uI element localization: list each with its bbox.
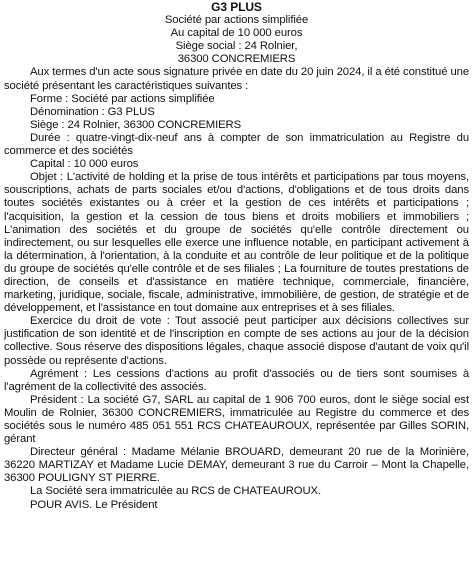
- signature-line: POUR AVIS. Le Président: [30, 498, 158, 511]
- registration-line: La Société sera immatriculée au RCS de CHATEAUROUX.: [30, 485, 322, 498]
- city-line: 36300 CONCREMIERS: [177, 53, 296, 66]
- denomination-line: Dénomination : G3 PLUS: [30, 105, 155, 118]
- company-name: G3 PLUS: [211, 0, 262, 14]
- capital-amount-line: Capital : 10 000 euros: [30, 158, 139, 171]
- legal-form-line: Société par actions simplifiée: [164, 14, 309, 27]
- seat-line: Siège : 24 Rolnier, 36300 CONCREMIERS: [30, 118, 242, 131]
- duration-paragraph: Durée : quatre-vingt-dix-neuf ans à compter de son immatriculation au Registre du commerce et des sociétés: [4, 131, 469, 158]
- voting-rights-paragraph: Exercice du droit de vote : Tout associé peut participer aux décisions collectives sur justification de son identité et de l'inscription en compte de ses actions au jour de la décision collective. Sous réserve des dispositions légales, chaque associé dispose d'autant de voix qu'il possède ou représente d'actions.: [4, 315, 469, 367]
- capital-line: Au capital de 10 000 euros: [170, 27, 303, 40]
- intro-paragraph: Aux termes d'un acte sous signature privée en date du 20 juin 2024, il a été constitué une société présentant les caractéristiques suivantes :: [4, 66, 469, 92]
- general-director-paragraph: Directeur général : Madame Mélanie BROUARD, demeurant 20 rue de la Morinière, 36220 MARTIZAY et Madame Lucie DEMAY, demeurant 3 rue du Carroir – Mont la Chapelle, 36300 POULIGNY ST PIERRE.: [4, 446, 469, 485]
- object-paragraph: Objet : L'activité de holding et la prise de tous intérêts et participations par tous moyens, souscriptions, achats de parts sociales et/ou d'actions, d'obligations et de tous droits dans toutes sociétés existantes ou à créer et la gestion de ces intérêts et participations ; l'acquisition, la gestion et la cession de tous biens et droits mobiliers et immobiliers ; L'animation des sociétés et du groupe de sociétés qu'elle contrôle directement ou indirectement, ou sur lesquelles elle exerce une influence notable, en participant activement à la détermination, à l'orientation, à la conduite et au contrôle de leur politique et de la politique du groupe de sociétés qu'elle contrôle et de ses filiales ; La fourniture de toutes prestations de direction, de conseils et d'assistance en matière technique, commerciale, financière, marketing, juridique, sociale, fiscale, administrative, immobilière, de gestion, de stratégie et de développement, et l'assistance en tout domaine aux entreprises et à ses filiales.: [4, 171, 469, 315]
- approval-paragraph: Agrément : Les cessions d'actions au profit d'associés ou de tiers sont soumises à l'agrément de la collectivité des associés.: [4, 367, 469, 393]
- form-line: Forme : Société par actions simplifiée: [30, 92, 215, 105]
- registered-office-line: Siège social : 24 Rolnier,: [175, 40, 298, 53]
- president-paragraph: Président : La société G7, SARL au capital de 1 906 700 euros, dont le siège social est Moulin de Rolnier, 36300 CONCREMIERS, immatriculée au Registre du commerce et des sociétés sous le numéro 485 051 551 RCS CHATEAUROUX, représentée par Gilles SORIN, gérant: [4, 393, 469, 446]
